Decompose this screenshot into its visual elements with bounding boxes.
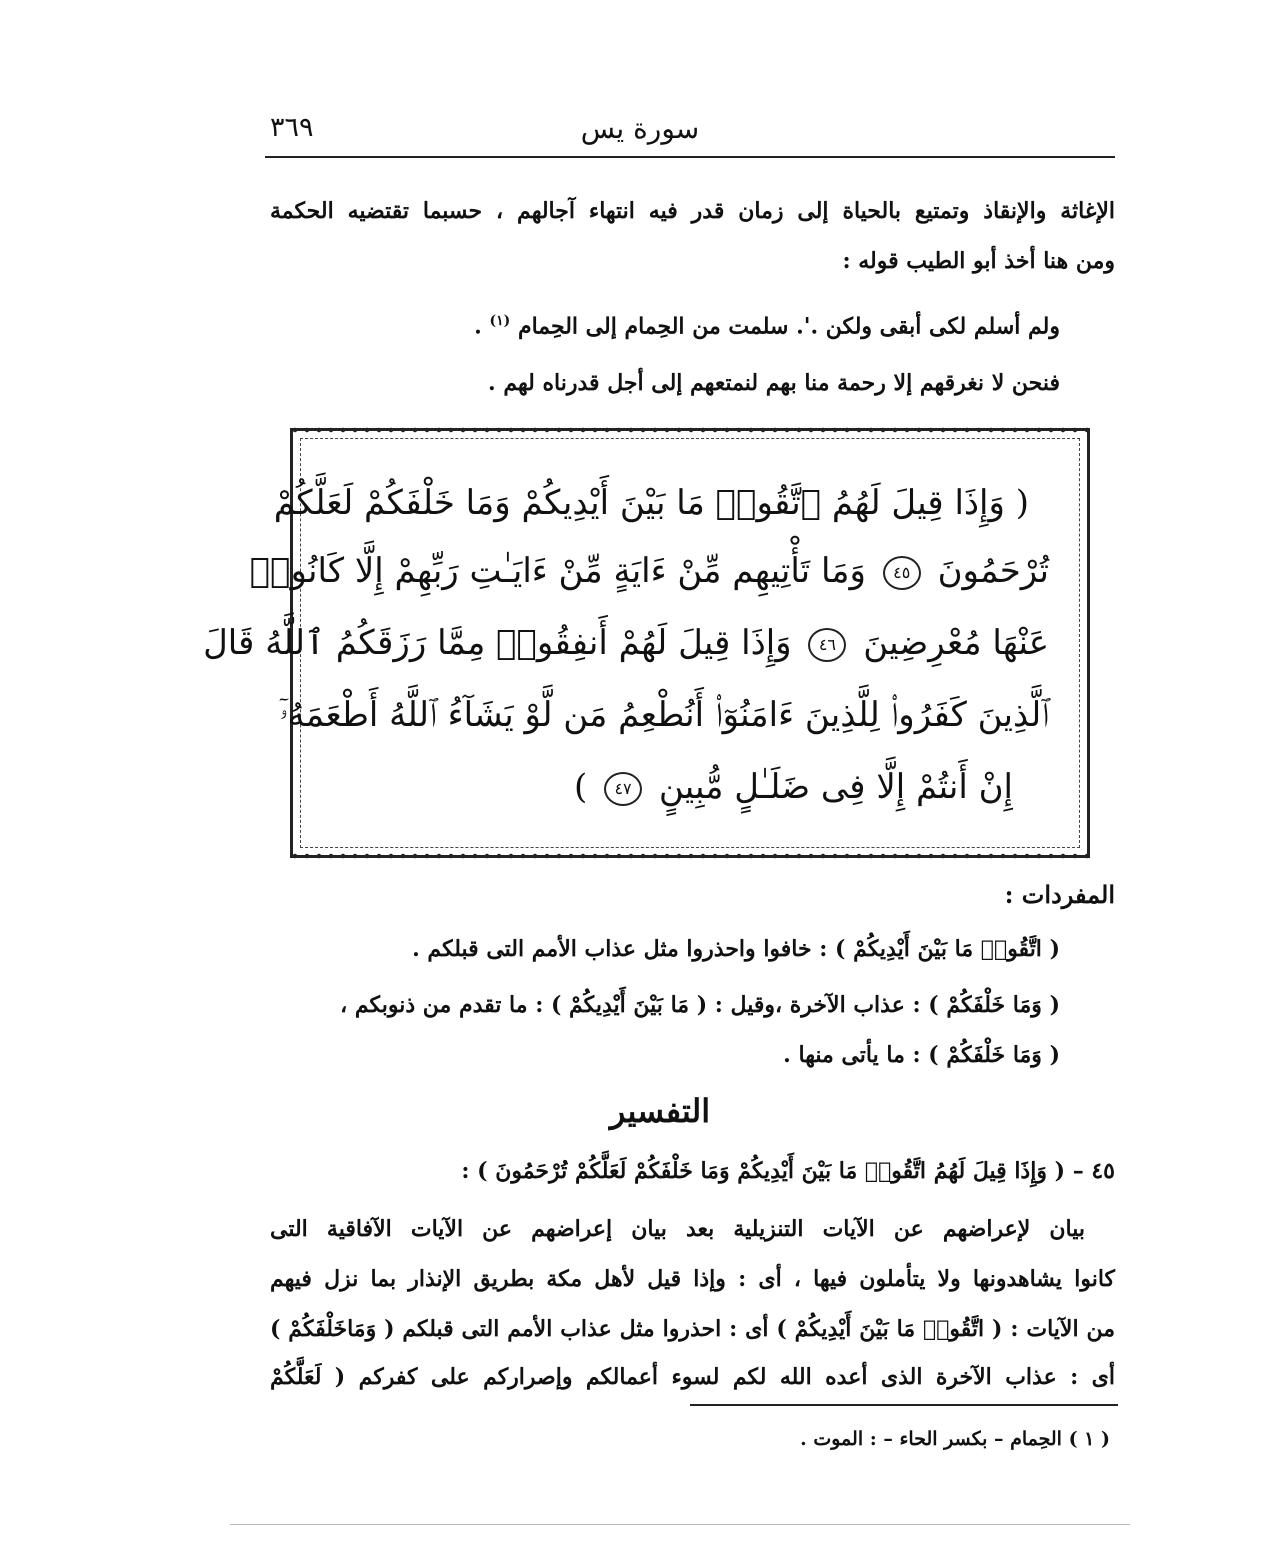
quran-line-5-a: إِنْ أَنتُمْ إِلَّا فِى ضَلَـٰلٍ مُّبِينٍ xyxy=(658,767,1013,807)
tafsir-paragraph-line-1: بيان لإعراضهم عن الآيات التنزيلية بعد بيان إعراضهم عن الآيات الآفاقية التى xyxy=(270,1216,1085,1242)
quran-line-2-a: تُرْحَمُونَ xyxy=(937,551,1049,591)
page-bottom-rule xyxy=(230,1524,1130,1525)
tafsir-paragraph-line-4: أى : عذاب الآخرة الذى أعده الله لكم لسوء أعمالكم وإصراركم على كفركم ( لَعَلَّكُمْ xyxy=(270,1364,1115,1390)
quran-line-3 xyxy=(203,621,1049,665)
ayah-marker-46: ٤٦ xyxy=(808,628,846,662)
ayah-marker-45: ٤٥ xyxy=(883,556,921,590)
quran-line-2 xyxy=(249,549,1049,593)
poetry-verse-text: ولم أسلم لكى أبقى ولكن .'. سلمت من الحِمام إلى الحِمام xyxy=(517,313,1060,340)
intro-line-4: فنحن لا نغرقهم إلا رحمة منا بهم لنمتعهم إلى أجل قدرناه لهم . xyxy=(488,370,1060,396)
poetry-verse: ولم أسلم لكى أبقى ولكن .'. سلمت من الحِمام إلى الحِمام $^{(١)}$ . xyxy=(474,313,1060,340)
quran-line-2-b: وَمَا تَأْتِيهِم مِّنْ ءَايَةٍ مِّنْ ءَايَـٰتِ رَبِّهِمْ إِلَّا كَانُوا۟ xyxy=(249,551,866,591)
footnote-text: ( ١ ) الحِمام – بكسر الحاء – : الموت . xyxy=(800,1428,1110,1450)
tafsir-ayah-line: ٤٥ – ( وَإِذَا قِيلَ لَهُمُ اتَّقُوا۟ مَا بَيْنَ أَيْدِيكُمْ وَمَا خَلْفَكُمْ لَعَلَّكُمْ تُرْحَمُونَ ) : xyxy=(461,1158,1115,1184)
quran-frame xyxy=(203,428,1090,858)
vocab-item-2: ( وَمَا خَلْفَكُمْ ) : عذاب الآخرة ،وقيل : ( مَا بَيْنَ أَيْدِيكُمْ ) : ما تقدم من ذنوبكم ، xyxy=(340,992,1060,1018)
header-rule xyxy=(265,156,1115,158)
footnote-ref: (١) xyxy=(489,313,511,329)
quran-line-3-a: عَنْهَا مُعْرِضِينَ xyxy=(863,623,1049,663)
ayah-marker-47: ٤٧ xyxy=(604,772,642,806)
vocab-item-1: ( اتَّقُوا۟ مَا بَيْنَ أَيْدِيكُمْ ) : خافوا واحذروا مثل عذاب الأمم التى قبلكم . xyxy=(412,936,1060,962)
tafsir-paragraph-line-3: من الآيات : ( اتَّقُوا۟ مَا بَيْنَ أَيْدِيكُمْ ) أى : احذروا مثل عذاب الأمم التى قبلكم ( وَمَاخَلْفَكُمْ ) xyxy=(270,1316,1115,1342)
page-number: ٣٦٩ xyxy=(270,112,314,143)
vocab-heading: المفردات : xyxy=(1004,880,1115,909)
intro-line-2: ومن هنا أخذ أبو الطيب قوله : xyxy=(842,248,1115,274)
tafsir-paragraph-line-2: كانوا يشاهدونها ولا يتأملون فيها ، أى : وإذا قيل لأهل مكة بطريق الإنذار بما نزل فيهم xyxy=(270,1266,1115,1292)
quran-line-5-b: ) xyxy=(573,767,588,807)
quran-line-3-b: وَإِذَا قِيلَ لَهُمْ أَنفِقُوا۟ مِمَّا رَزَقَكُمُ ٱللَّهُ قَالَ xyxy=(203,623,792,663)
footnote-rule xyxy=(690,1404,1118,1406)
quran-line-4: ٱلَّذِينَ كَفَرُوا۟ لِلَّذِينَ ءَامَنُوٓا۟ أَنُطْعِمُ مَن لَّوْ يَشَآءُ ٱللَّهُ أَطْعَمَهُۥٓ xyxy=(279,695,1049,735)
quran-line-1: ( وَإِذَا قِيلَ لَهُمُ ٱتَّقُوا۟ مَا بَيْنَ أَيْدِيكُمْ وَمَا خَلْفَكُمْ لَعَلَّكُمْ xyxy=(273,483,1029,523)
vocab-item-3: ( وَمَا خَلْفَكُمْ ) : ما يأتى منها . xyxy=(783,1042,1060,1068)
intro-line-1: الإغاثة والإنقاذ وتمتيع بالحياة إلى زمان قدر فيه انتهاء آجالهم ، حسبما تقتضيه الحكمة xyxy=(270,198,1115,224)
tafsir-heading: التفسير xyxy=(609,1092,711,1130)
surah-title: سورة يس xyxy=(580,112,700,145)
quran-line-5 xyxy=(573,765,1013,809)
